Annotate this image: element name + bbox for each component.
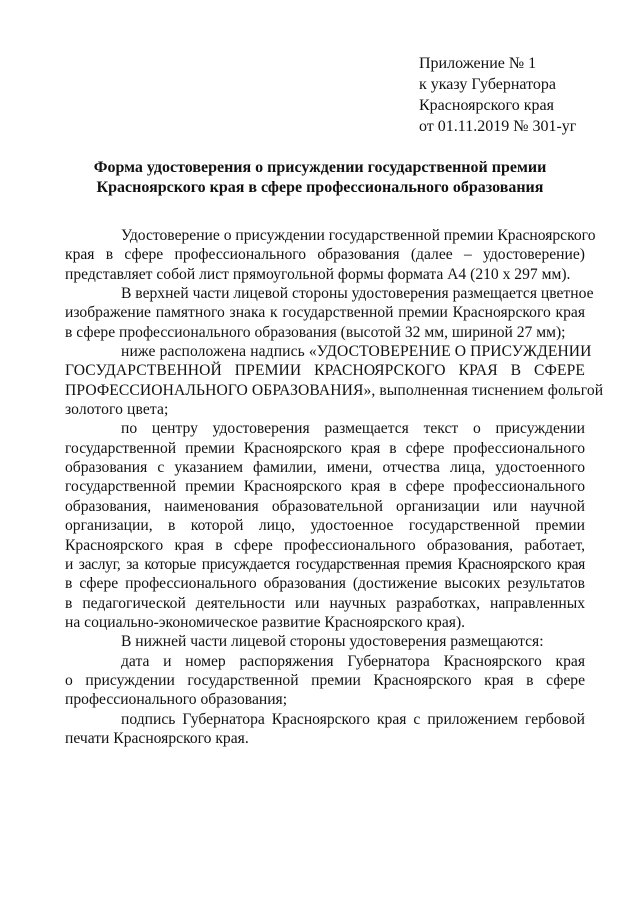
paragraph-7 (65, 710, 585, 749)
appendix-date-number: от 01.11.2019 № 301-уг (419, 118, 577, 135)
text-line: золотого цвета; (65, 401, 169, 419)
text-line: представляет собой лист прямоугольной формы формата А4 (210 х 297 мм). (65, 265, 571, 283)
title-line-1: Форма удостоверения о присуждении государственной премии (93, 159, 547, 176)
appendix-header (419, 53, 576, 137)
text-line: и заслуг, за которые присуждается государственная премия Красноярского края (65, 555, 585, 573)
text-line: ГОСУДАРСТВЕННОЙ ПРЕМИИ КРАСНОЯРСКОГО КРАЯ В СФЕРЕ (65, 362, 585, 380)
paragraph-2 (65, 284, 594, 342)
text-line: профессионального образования; (65, 691, 288, 709)
text-line: Удостоверение о присуждении государственной премии Красноярского (121, 227, 596, 244)
text-line: В нижней части лицевой стороны удостоверения размещаются: (121, 633, 544, 651)
appendix-decree-ref: к указу Губернатора (419, 76, 556, 93)
appendix-region: Красноярского края (419, 97, 554, 114)
text-line: ПРОФЕССИОНАЛЬНОГО ОБРАЗОВАНИЯ», выполненная тиснением фольгой (65, 381, 604, 399)
appendix-number: Приложение № 1 (419, 55, 537, 72)
text-line: образования, наименования образовательной организации или научной (65, 497, 585, 515)
text-line: в сфере профессионального образования (высотой 32 мм, шириной 27 мм); (65, 323, 566, 341)
document-title (60, 158, 580, 198)
text-line: дата и номер распоряжения Губернатора Красноярского края (121, 652, 585, 670)
text-line: изображение памятного знака к государственной премии Красноярского края (65, 304, 585, 322)
text-line: в сфере профессионального образования (достижение высоких результатов (65, 575, 585, 593)
text-line: печати Красноярского края. (65, 729, 249, 747)
text-line: ниже расположена надпись «УДОСТОВЕРЕНИЕ О ПРИСУЖДЕНИИ (121, 343, 592, 361)
paragraph-3 (65, 342, 604, 419)
text-line: государственной премии Красноярского края в сфере профессионального (65, 439, 585, 457)
paragraph-4 (65, 419, 585, 632)
paragraph-1 (65, 226, 596, 284)
text-line: государственной премии Красноярского края в сфере профессионального (65, 478, 585, 496)
document-body (65, 226, 604, 748)
paragraph-6 (65, 652, 585, 710)
text-line: подпись Губернатора Красноярского края с приложением гербовой (121, 710, 585, 728)
text-line: по центру удостоверения размещается текст о присуждении (121, 420, 585, 438)
text-line: образования с указанием фамилии, имени, отчества лица, удостоенного (65, 459, 585, 477)
text-line: В верхней части лицевой стороны удостоверения размещается цветное (121, 285, 594, 303)
text-line: в педагогической деятельности или научных разработках, направленных (65, 594, 585, 612)
text-line: организации, в которой лицо, удостоенное государственной премии (65, 517, 585, 535)
text-line: Красноярского края в сфере профессионального образования, работает, (65, 536, 585, 554)
paragraph-5 (65, 632, 585, 651)
text-line: края в сфере профессионального образования (далее – удостоверение) (65, 246, 585, 264)
title-line-2: Красноярского края в сфере профессионального образования (96, 179, 544, 196)
text-line: о присуждении государственной премии Красноярского края в сфере (65, 671, 585, 689)
text-line: на социально-экономическое развитие Красноярского края). (65, 613, 466, 631)
